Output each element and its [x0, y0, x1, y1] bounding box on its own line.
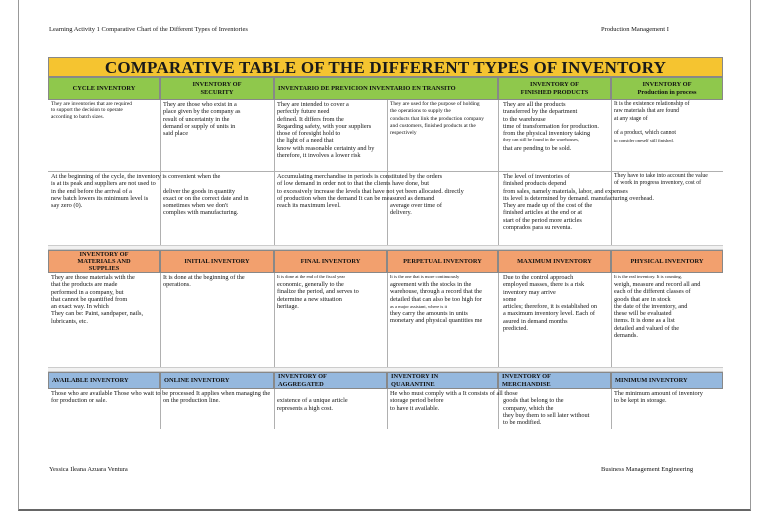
- online-definition: on the production line.: [163, 397, 221, 405]
- finished-definition: They are all the products transferred by the department to the warehouse time of transformation for production. from the physical inventory taking: [503, 101, 600, 138]
- finished-note: they can still be found in the warehouses,: [503, 137, 580, 142]
- header-online-inventory: ONLINE INVENTORY: [160, 372, 274, 389]
- header-materials-supplies: INVENTORY OF MATERIALS AND SUPPLIES: [48, 250, 160, 273]
- transit-characteristics: average over time of delivery.: [390, 202, 442, 217]
- divider: [498, 273, 499, 367]
- merchandise-definition: goods that belong to the company, which the they buy them to sell later without to be modified.: [503, 397, 590, 427]
- header-right: Production Management I: [601, 26, 669, 33]
- header-work-in-process: INVENTORY OF Production in process: [611, 77, 723, 100]
- divider: [387, 273, 388, 367]
- header-finished-products: INVENTORY OF FINISHED PRODUCTS: [498, 77, 611, 100]
- header-aggregated-inventory: INVENTORY OF AGGREGATED: [274, 372, 387, 389]
- perpetual-note: It is the one that is more continuously: [390, 274, 460, 279]
- wip-note: to consider oneself still finished.: [614, 138, 674, 143]
- initial-definition: It is done at the beginning of the operations.: [163, 274, 245, 289]
- available-definition: Those who are available Those who wait to be processed It applies when managing the for production or sale.: [51, 390, 271, 405]
- final-note: It is done at the end of the fiscal year: [277, 274, 345, 279]
- perpetual-definition: agreement with the stocks in the warehouse, through a record that the detailed that can also be too high for they carry the amounts in units monetary and physical quantities me: [390, 281, 483, 325]
- section3-body: [48, 389, 723, 461]
- wip-characteristics: They have to take into account the value of work in progress inventory, cost of: [614, 173, 708, 187]
- section1-body: [48, 100, 723, 245]
- final-definition: economic, generally to the finalize the period, and serves to determine a new situation heritage.: [277, 281, 359, 310]
- cycle-characteristics: At the beginning of the cycle, the inventory is convenient when the is at its peak and suppliers are not used to in the end before the arrival of a new batch lowers its minimum level is say zero (0).: [51, 173, 221, 210]
- finished-characteristics: The level of inventories of finished products depend from sales, namely materials, labor, and expenses its level is determined by demand. manufacturing overhead. They are made up of the cost of the finished articles at the end or at start of the period more articles comprados para su reventa.: [503, 173, 654, 232]
- section1-header-row: [48, 77, 723, 100]
- header-initial-inventory: INITIAL INVENTORY: [160, 250, 274, 273]
- divider: [274, 389, 275, 429]
- divider: [611, 389, 612, 429]
- quarantine-definition: He who must comply with a It consists of all those storage period before to have it available.: [390, 390, 518, 412]
- materials-definition: They are those materials with the that the products are made performed in a company, but that cannot be quantified from an exact way. In which They can be: Paint, sandpaper, nails, lubricants, etc.: [51, 274, 144, 325]
- header-forecast-transit-inventory: INVENTARIO DE PREVICION INVENTARIO EN TRANSITO: [274, 77, 498, 100]
- section3-header-row: [48, 372, 723, 389]
- transit-definition: They are used for the purpose of holding the operations to supply the conducts that link the production company and customers, finished products at the respectively: [390, 101, 484, 137]
- header-left: Learning Activity 1 Comparative Chart of the Different Types of Inventories: [49, 26, 248, 33]
- physical-definition: weigh, measure and record all and each of the different classes of goods that are in stock the date of the inventory, and these will be evaluated items. It is done as a list detailed and valued of the demands.: [614, 281, 701, 340]
- security-definition: They are those who exist in a place given by the company as result of uncertainty in the demand or supply of units in said place: [163, 101, 241, 138]
- header-security-inventory: INVENTORY OF SECURITY: [160, 77, 274, 100]
- comparative-table: [48, 57, 723, 461]
- aggregated-definition: existence of a unique article represents a high cost.: [277, 397, 348, 412]
- divider: [387, 389, 388, 429]
- forecast-definition: They are intended to cover a perfectly future need defined. It differs from the Regarding safety, with your suppliers those of foresight hold to the light of a need that know with reasonable certainty and by therefore, it involves a lower risk: [277, 101, 375, 160]
- header-minimum-inventory: MINIMUM INVENTORY: [611, 372, 723, 389]
- header-available-inventory: AVAILABLE INVENTORY: [48, 372, 160, 389]
- finished-note-tail: that are pending to be sold.: [503, 145, 572, 152]
- section2-body: [48, 273, 723, 367]
- maximum-definition: Due to the control approach employed masses, there is a risk inventory may arrive some articles; therefore, it is established on a maximum inventory level. Each of asured in demand months predicted.: [503, 274, 598, 333]
- header-final-inventory: FINAL INVENTORY: [274, 250, 387, 273]
- header-perpetual-inventory: PERPETUAL INVENTORY: [387, 250, 498, 273]
- header-merchandise-inventory: INVENTORY OF MERCHANDISE: [498, 372, 611, 389]
- perpetual-note-mid: as a major assistant, where is it: [390, 304, 448, 309]
- divider: [274, 273, 275, 367]
- security-characteristics: deliver the goods in quantity exact or on the correct date and in sometimes when we don't complies with manufacturing.: [163, 187, 249, 217]
- header-physical-inventory: PHYSICAL INVENTORY: [611, 250, 723, 273]
- footer-right: Business Management Engineering: [601, 466, 694, 473]
- divider: [160, 273, 161, 367]
- minimum-definition: The minimum amount of inventory to be kept in storage.: [614, 390, 703, 405]
- divider: [274, 100, 275, 245]
- forecast-characteristics: Accumulating merchandise in periods is constituted by the orders of low demand in order not to that the clients have done, but to excessively increase the levels that have not yet been allocated. directly of production when the demand It can be measured as demand reach its maximum level.: [277, 173, 464, 210]
- header-maximum-inventory: MAXIMUM INVENTORY: [498, 250, 611, 273]
- divider: [611, 273, 612, 367]
- header-quarantine-inventory: INVENTORY IN QUARANTINE: [387, 372, 498, 389]
- footer-left: Yessica Ileana Azuara Ventura: [49, 466, 128, 473]
- wip-definition: It is the existence relationship of raw materials that are found at any stage of of a product, which cannot: [614, 101, 690, 137]
- table-title: COMPARATIVE TABLE OF THE DIFFERENT TYPES OF INVENTORY: [48, 57, 723, 77]
- physical-note: It is the real inventory. It is counting,: [614, 274, 682, 279]
- cycle-definition: They are inventories that are required to support the decision to operate according to batch sizes.: [51, 101, 132, 120]
- divider: [498, 100, 499, 245]
- section2-header-row: [48, 250, 723, 273]
- row-divider: [48, 171, 723, 172]
- header-cycle-inventory: CYCLE INVENTORY: [48, 77, 160, 100]
